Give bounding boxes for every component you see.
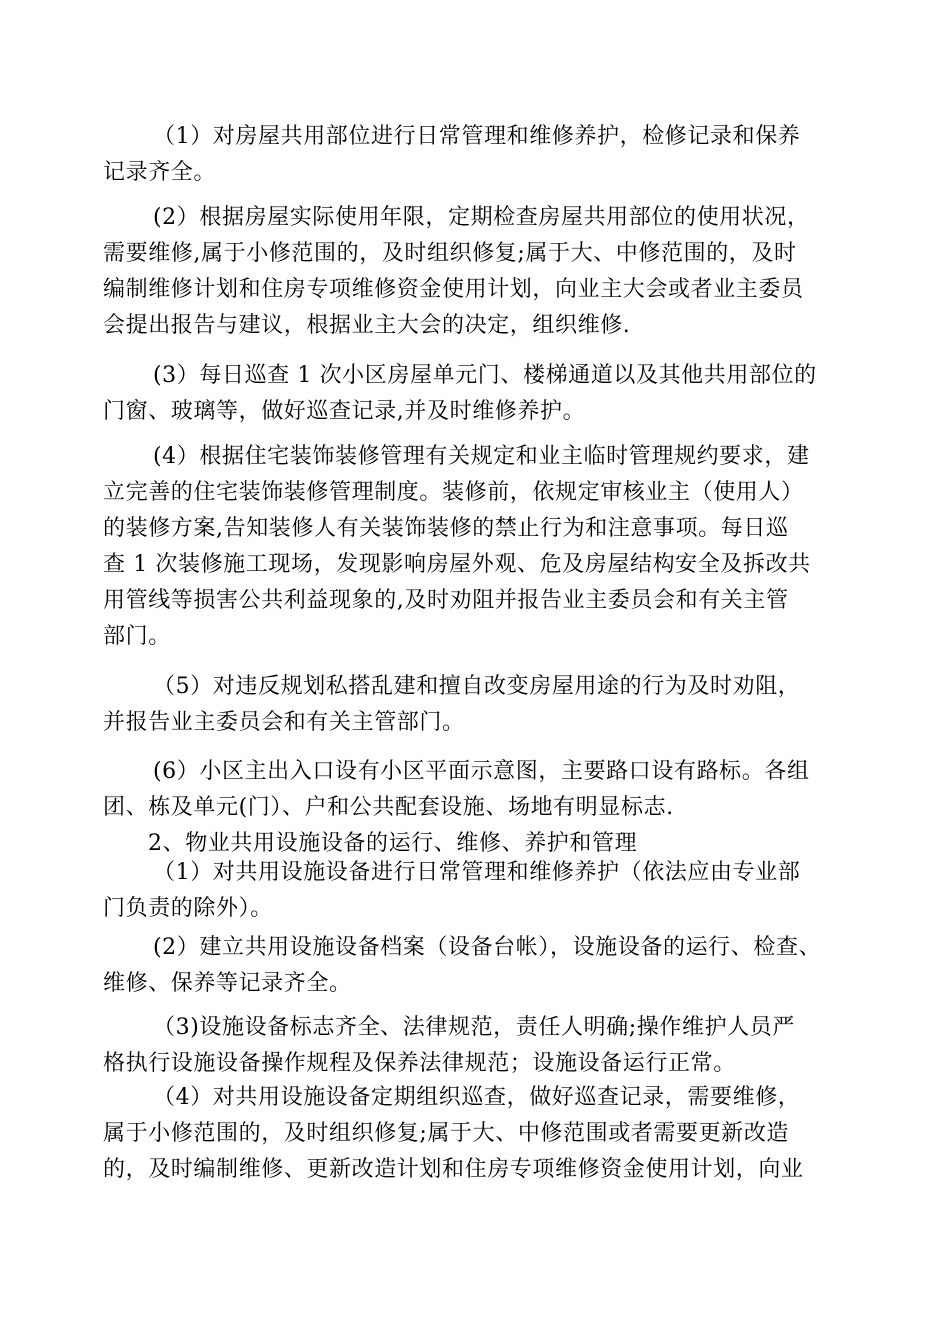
text-line: 需要维修,属于小修范围的，及时组织修复;属于大、中修范围的，及时 [103, 241, 797, 266]
text-line: 的，及时编制维修、更新改造计划和住房专项维修资金使用计划，向业 [103, 1157, 804, 1182]
text-line: (6）小区主出入口设有小区平面示意图，主要路口设有路标。各组 [153, 759, 810, 784]
text-line: (2）建立共用设施设备档案（设备台帐），设施设备的运行、检查、 [153, 935, 822, 960]
text-line: 用管线等损害公共利益现象的,及时劝阻并报告业主委员会和有关主管 [103, 588, 789, 613]
text-line: （1）对房屋共用部位进行日常管理和维修养护，检修记录和保养 [153, 124, 801, 149]
text-line: （4）对共用设施设备定期组织巡查，做好巡查记录，需要维修， [153, 1085, 801, 1110]
text-line: 并报告业主委员会和有关主管部门。 [103, 710, 465, 735]
section-heading: 2、物业共用设施设备的运行、维修、养护和管理 [148, 831, 638, 856]
text-line: 团、栋及单元(门）、户和公共配套设施、场地有明显标志. [103, 795, 674, 820]
text-line: 门负责的除外）。 [103, 896, 273, 921]
text-line: 属于小修范围的，及时组织修复;属于大、中修范围或者需要更新改造 [103, 1121, 790, 1146]
text-line: （1）对共用设施设备进行日常管理和维修养护（依法应由专业部 [153, 860, 801, 885]
text-line: (4）根据住宅装饰装修管理有关规定和业主临时管理规约要求，建 [153, 444, 810, 469]
text-line: （3)设施设备标志齐全、法律规范，责任人明确;操作维护人员严 [153, 1015, 795, 1040]
text-line: (2）根据房屋实际使用年限，定期检查房屋共用部位的使用状况， [153, 205, 810, 230]
text-line: 维修、保养等记录齐全。 [103, 971, 352, 996]
text-line: (3）每日巡查 1 次小区房屋单元门、楼梯通道以及其他共用部位的 [153, 363, 817, 388]
text-line: 部门。 [103, 624, 171, 649]
text-line: 门窗、玻璃等，做好巡查记录,并及时维修养护。 [103, 399, 586, 424]
text-line: （5）对违反规划私搭乱建和擅自改变房屋用途的行为及时劝阻， [153, 674, 801, 699]
text-line: 编制维修计划和住房专项维修资金使用计划，向业主大会或者业主委员 [103, 277, 804, 302]
text-line: 的装修方案,告知装修人有关装饰装修的禁止行为和注意事项。每日巡 [103, 516, 789, 541]
text-line: 查 1 次装修施工现场，发现影响房屋外观、危及房屋结构安全及拆改共 [103, 552, 811, 577]
text-line: 立完善的住宅装饰装修管理制度。装修前，依规定审核业主（使用人） [103, 480, 804, 505]
text-line: 记录齐全。 [103, 160, 217, 185]
text-line: 会提出报告与建议，根据业主大会的决定，组织维修. [103, 313, 631, 338]
text-line: 格执行设施设备操作规程及保养法律规范；设施设备运行正常。 [103, 1051, 736, 1076]
